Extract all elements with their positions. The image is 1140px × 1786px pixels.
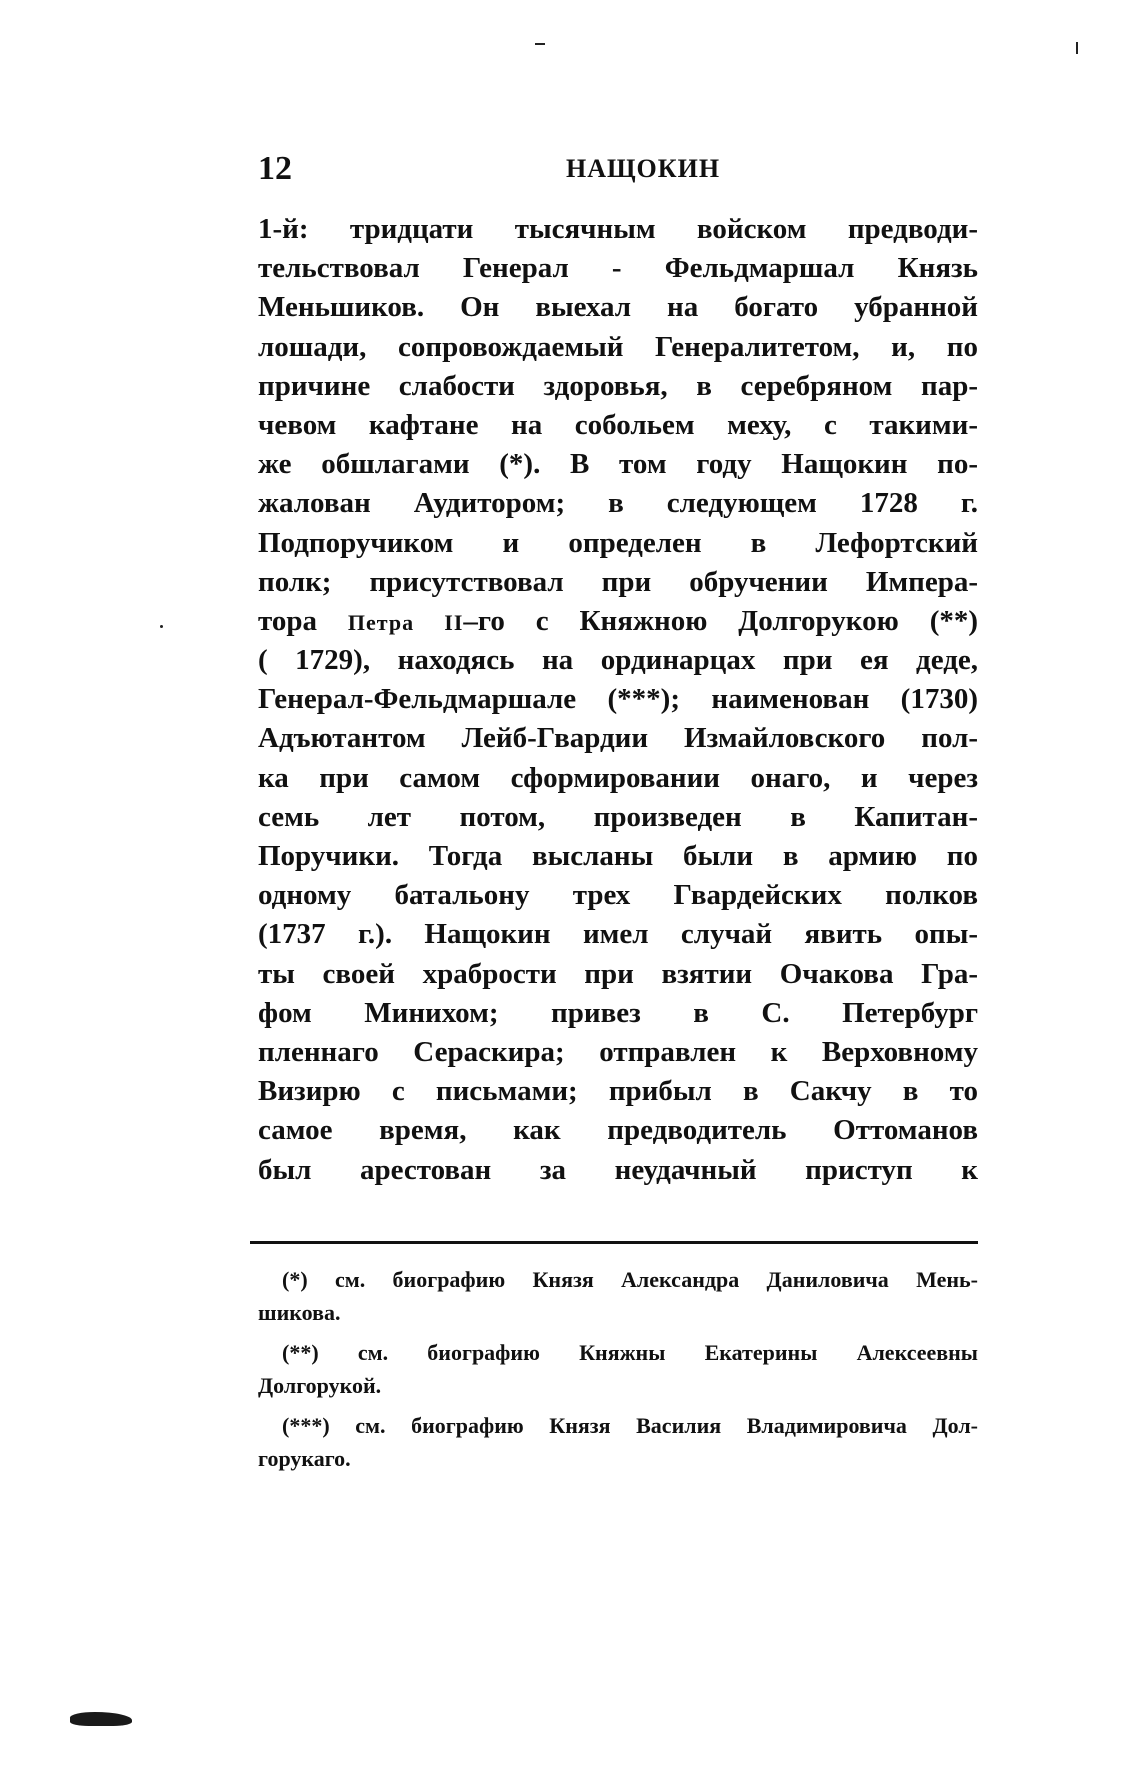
text-line: же обшлагами (*). В том году Нащокин по- <box>258 448 978 481</box>
footnote-2-first-line: (**) см. биографию Княжны Екатерины Алексеевны <box>282 1340 978 1365</box>
footnote-gap <box>258 1402 978 1409</box>
text-line: причине слабости здоровья, в серебряном пар- <box>258 369 978 402</box>
main-text <box>258 210 978 1190</box>
text-fragment: –го с Княжною Долгорукою (**) <box>463 604 979 637</box>
footnotes <box>258 1263 978 1475</box>
page-header <box>258 150 978 190</box>
text-line: ( 1729), находясь на ординарцах при ея деде, <box>258 644 978 677</box>
ink-smudge <box>70 1712 132 1726</box>
text-line: одному батальону трех Гвардейских полков <box>258 879 978 912</box>
text-fragment: тора <box>258 604 348 637</box>
text-line: полк; присутствовал при обручении Импера- <box>258 565 978 598</box>
text-line: 1-й: тридцати тысячным войском предводи- <box>258 213 978 245</box>
print-speck <box>535 43 545 45</box>
text-line: фом Минихом; привез в С. Петербург <box>258 996 978 1029</box>
footnote-1-first-line: (*) см. биографию Князя Александра Даниловича Мень- <box>282 1267 978 1292</box>
text-line: (1737 г.). Нащокин имел случай явить опы- <box>258 918 978 951</box>
text-line: Подпоручиком и определен в Лефортский <box>258 526 978 559</box>
text-line-with-name <box>258 602 978 641</box>
text-line: самое время, как предводитель Оттоманов <box>258 1114 978 1147</box>
text-line: был арестован за неудачный приступ к <box>258 1153 978 1186</box>
text-line: Визирю с письмами; прибыл в Сакчу в то <box>258 1075 978 1108</box>
text-line: Меньшиков. Он выехал на богато убранной <box>258 291 978 324</box>
text-line: ка при самом сформировании онаго, и через <box>258 761 978 794</box>
text-line: жалован Аудитором; в следующем 1728 г. <box>258 487 978 520</box>
text-line: Генерал-Фельдмаршале (***); наименован (1730) <box>258 683 978 716</box>
footnote-1-continuation: шикова. <box>258 1300 341 1325</box>
footnote-divider <box>250 1241 978 1244</box>
text-line: Адъютантом Лейб-Гвардии Измайловского пол- <box>258 722 978 755</box>
text-line: чевом кафтане на собольем меху, с такими- <box>258 408 978 441</box>
print-speck <box>160 625 163 628</box>
print-speck <box>1076 42 1078 54</box>
footnote-3-continuation: горукаго. <box>258 1446 351 1471</box>
text-line: семь лет потом, произведен в Капитан- <box>258 800 978 833</box>
emperor-name: Петра II <box>347 609 464 635</box>
text-line: лошади, сопровождаемый Генералитетом, и, по <box>258 330 978 363</box>
text-line: ты своей храбрости при взятии Очакова Гра- <box>258 957 978 990</box>
running-head: НАЩОКИН <box>566 154 721 183</box>
page-number: 12 <box>258 150 292 187</box>
text-line: тельствовал Генерал - Фельдмаршал Князь <box>258 252 978 285</box>
text-line: Поручики. Тогда высланы были в армию по <box>258 840 978 872</box>
footnote-gap <box>258 1329 978 1336</box>
footnote-3-first-line: (***) см. биографию Князя Василия Владимировича Дол- <box>282 1413 978 1438</box>
text-line: пленнаго Сераскира; отправлен к Верховному <box>258 1035 978 1068</box>
footnote-2-continuation: Долгорукой. <box>258 1373 382 1398</box>
